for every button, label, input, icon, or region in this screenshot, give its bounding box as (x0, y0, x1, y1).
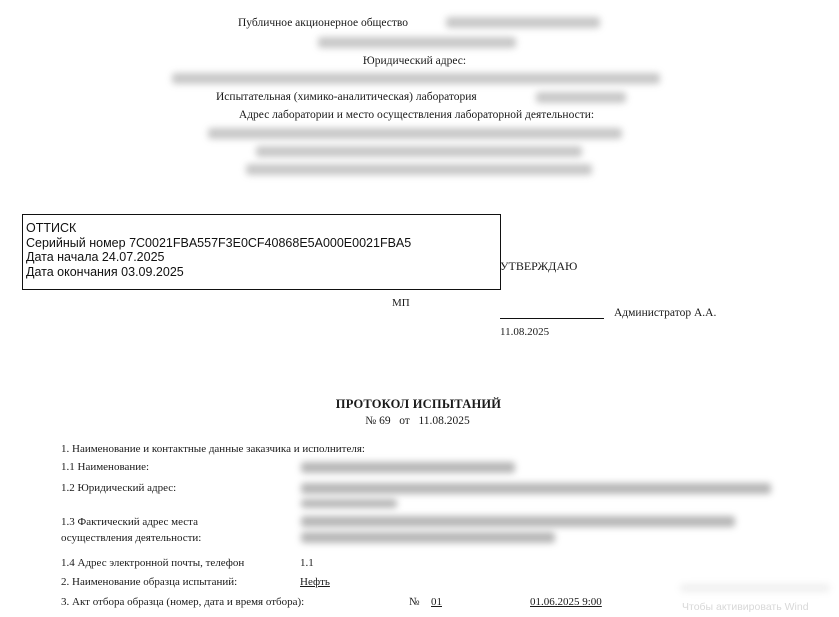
sampling-act-number-label: № (409, 596, 420, 608)
sampling-act-datetime: 01.06.2025 9:00 (530, 596, 602, 608)
approve-label: УТВЕРЖДАЮ (500, 259, 578, 273)
email-phone-label: 1.4 Адрес электронной почты, телефон (61, 557, 245, 569)
redacted-lab-address-3 (246, 164, 592, 175)
redacted-actual-address-1 (301, 516, 735, 527)
protocol-title: ПРОТОКОЛ ИСПЫТАНИЙ (335, 397, 502, 411)
stamp-place-label: МП (392, 297, 410, 309)
redacted-lab-address-1 (208, 128, 622, 139)
redacted-legal-address-field-1 (301, 483, 771, 494)
activation-watermark-line1 (680, 584, 830, 592)
customer-name-label: 1.1 Наименование: (61, 461, 150, 473)
redacted-legal-address (172, 73, 660, 84)
org-line (238, 17, 408, 29)
redacted-org-line2 (318, 37, 516, 48)
protocol-number-line: № 69 от 11.08.2025 (365, 415, 470, 427)
legal-address-field-label: 1.2 Юридический адрес: (61, 482, 177, 494)
stamp-title: ОТТИСК (26, 221, 77, 235)
redacted-legal-address-field-2 (301, 499, 397, 508)
sampling-act-number: 01 (431, 596, 442, 608)
signature-line (500, 318, 604, 319)
lab-address-label: Адрес лаборатории и место осуществления лабораторной деятельности: (238, 109, 595, 121)
signer-name: Администратор А.А. (614, 307, 717, 319)
sample-name-value: Нефть (300, 576, 330, 588)
stamp-start-date: Дата начала 24.07.2025 (26, 250, 165, 264)
activation-watermark: Чтобы активировать Wind (682, 601, 809, 613)
sampling-act-label: 3. Акт отбора образца (номер, дата и время отбора): (61, 596, 305, 608)
sample-name-label: 2. Наименование образца испытаний: (61, 576, 238, 588)
actual-address-label-1: 1.3 Фактический адрес места (61, 516, 198, 528)
stamp-end-date: Дата окончания 03.09.2025 (26, 264, 184, 279)
redacted-lab-address-2 (256, 146, 582, 157)
section-1-heading: 1. Наименование и контактные данные заказчика и исполнителя: (61, 443, 365, 455)
approval-date: 11.08.2025 (500, 326, 550, 338)
redacted-customer-name (301, 462, 515, 473)
email-phone-value: 1.1 (300, 557, 314, 569)
redacted-actual-address-2 (301, 532, 555, 543)
redacted-org-name (446, 17, 600, 28)
legal-address-label: Юридический адрес: (362, 55, 467, 67)
signature-stamp (22, 214, 501, 290)
actual-address-label-2: осуществления деятельности: (61, 532, 202, 544)
stamp-serial: Серийный номер 7С0021FBA557F3E0CF40868E5A000E0021FBA5 (26, 235, 412, 250)
lab-line (216, 91, 477, 103)
lab-prefix: Испытательная (химико-аналитическая) лаборатория (216, 91, 477, 103)
redacted-lab-name (536, 92, 626, 103)
org-prefix: Публичное акционерное общество (238, 17, 409, 29)
